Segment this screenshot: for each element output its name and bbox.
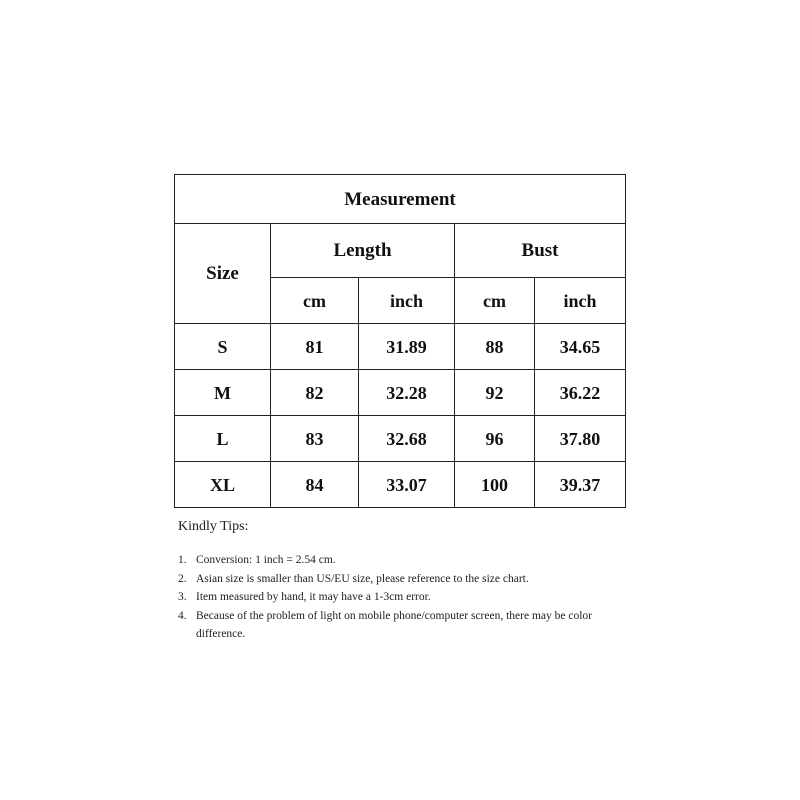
kindly-tips bbox=[178, 519, 628, 644]
bust-inch-header: inch bbox=[535, 278, 626, 324]
list-item-text: Asian size is smaller than US/EU size, please reference to the size chart. bbox=[196, 572, 529, 585]
length-inch-cell: 32.68 bbox=[359, 416, 455, 462]
length-inch-header: inch bbox=[359, 278, 455, 324]
length-cm-cell: 83 bbox=[271, 416, 359, 462]
bust-inch-cell: 36.22 bbox=[535, 370, 626, 416]
length-cm-cell: 84 bbox=[271, 462, 359, 508]
size-cell: S bbox=[175, 324, 271, 370]
bust-group-header: Bust bbox=[455, 224, 626, 278]
bust-inch-cell: 39.37 bbox=[535, 462, 626, 508]
list-item bbox=[178, 551, 628, 570]
table-row bbox=[175, 324, 626, 370]
list-item bbox=[178, 607, 628, 644]
list-item-number: 1. bbox=[178, 554, 187, 566]
length-group-header: Length bbox=[271, 224, 455, 278]
bust-cm-cell: 100 bbox=[455, 462, 535, 508]
table-row bbox=[175, 462, 626, 508]
length-cm-cell: 81 bbox=[271, 324, 359, 370]
tips-list bbox=[178, 551, 628, 644]
bust-cm-cell: 96 bbox=[455, 416, 535, 462]
bust-inch-cell: 34.65 bbox=[535, 324, 626, 370]
size-cell: M bbox=[175, 370, 271, 416]
length-inch-cell: 33.07 bbox=[359, 462, 455, 508]
length-inch-cell: 32.28 bbox=[359, 370, 455, 416]
length-cm-header: cm bbox=[271, 278, 359, 324]
bust-cm-cell: 92 bbox=[455, 370, 535, 416]
list-item-number: 4. bbox=[178, 609, 187, 622]
list-item bbox=[178, 588, 628, 607]
table-title: Measurement bbox=[175, 175, 626, 224]
tips-heading: Kindly Tips: bbox=[178, 519, 249, 534]
list-item-text: Item measured by hand, it may have a 1-3cm error. bbox=[196, 591, 431, 603]
table-title-row bbox=[175, 175, 626, 224]
table-group-header-row bbox=[175, 224, 626, 278]
list-item-number: 2. bbox=[178, 572, 187, 585]
list-item bbox=[178, 570, 628, 589]
bust-inch-cell: 37.80 bbox=[535, 416, 626, 462]
list-item-text: Because of the problem of light on mobile phone/computer screen, there may be color difference. bbox=[196, 609, 592, 640]
length-cm-cell: 82 bbox=[271, 370, 359, 416]
table-row bbox=[175, 370, 626, 416]
list-item-number: 3. bbox=[178, 591, 187, 603]
table-row bbox=[175, 416, 626, 462]
bust-cm-header: cm bbox=[455, 278, 535, 324]
list-item-text: Conversion: 1 inch = 2.54 cm. bbox=[196, 554, 336, 566]
size-column-header: Size bbox=[175, 224, 271, 324]
length-inch-cell: 31.89 bbox=[359, 324, 455, 370]
size-cell: XL bbox=[175, 462, 271, 508]
bust-cm-cell: 88 bbox=[455, 324, 535, 370]
size-cell: L bbox=[175, 416, 271, 462]
size-chart-table bbox=[174, 174, 626, 508]
